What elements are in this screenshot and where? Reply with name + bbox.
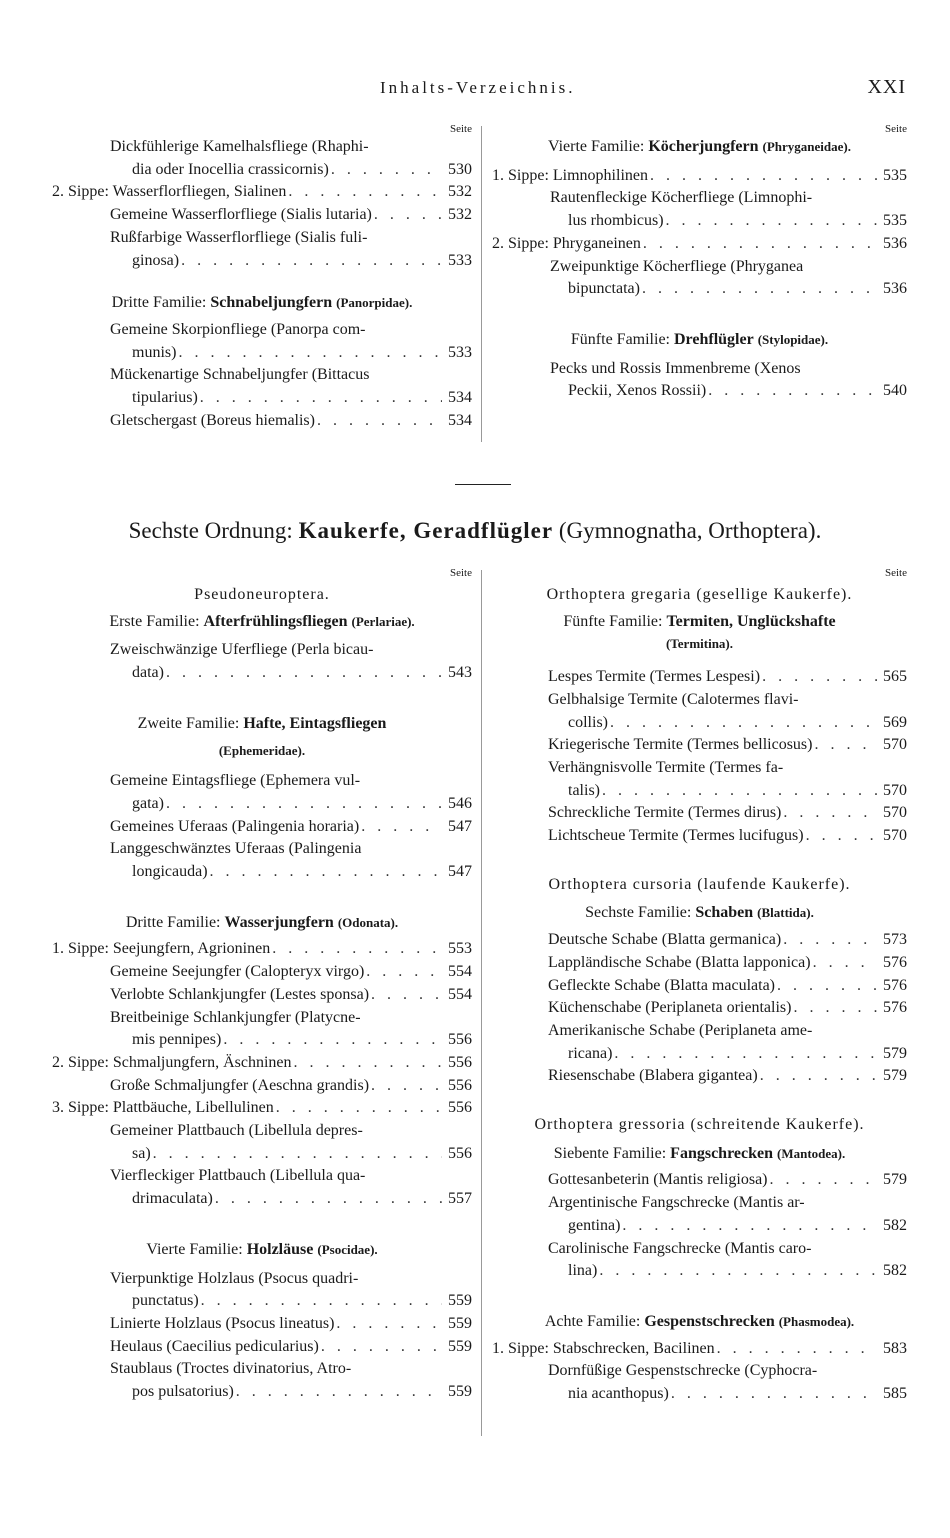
toc-entry: dia oder Inocellia crassicornis) . . . 530 <box>52 159 472 182</box>
toc-entry: Rautenfleckige Köcherfliege (Limnophi- <box>550 189 813 207</box>
toc-bottom-right-column <box>492 566 907 1406</box>
family-heading: Dritte Familie: Schnabeljungfern (Panorpidae). <box>111 294 413 312</box>
toc-entry: gentina) . . . 582 <box>492 1215 907 1238</box>
toc-entry: Schreckliche Termite (Termes dirus) . . . 570 <box>492 802 907 825</box>
group-heading: Pseudoneuroptera. <box>194 586 330 603</box>
section-separator <box>455 484 511 485</box>
toc-entry: Carolinische Fangschrecke (Mantis caro- <box>548 1239 812 1257</box>
seite-label: Seite <box>885 123 907 135</box>
running-head-title: Inhalts-Verzeichnis. <box>380 78 576 97</box>
toc-entry: Amerikanische Schabe (Periplaneta ame- <box>548 1021 813 1039</box>
toc-entry: Verhängnisvolle Termite (Termes fa- <box>548 758 784 776</box>
toc-entry: Zweipunktige Köcherfliege (Phryganea <box>550 257 804 275</box>
toc-entry: munis) . . . 533 <box>52 342 472 365</box>
family-heading: Erste Familie: Afterfrühlingsfliegen (Perlariae). <box>109 612 415 630</box>
seite-label: Seite <box>450 567 472 579</box>
seite-label: Seite <box>450 123 472 135</box>
toc-entry: Kriegerische Termite (Termes bellicosus) . . . 570 <box>492 734 907 757</box>
column-divider <box>481 126 482 442</box>
toc-top-left-column <box>52 122 472 432</box>
toc-entry: Lespes Termite (Termes Lespesi) . . . 565 <box>492 666 907 689</box>
family-heading: Fünfte Familie: Termiten, Unglückshafte <box>563 612 836 630</box>
toc-entry: Lichtscheue Termite (Termes lucifugus) . . . 570 <box>492 825 907 848</box>
toc-entry: ricana) . . . 579 <box>492 1043 907 1066</box>
family-heading: Achte Familie: Gespenstschrecken (Phasmodea). <box>544 1312 855 1330</box>
toc-entry: 1. Sippe: Limnophilinen . . . 535 <box>492 165 907 188</box>
toc-entry: Peckii, Xenos Rossii) . . . 540 <box>492 380 907 403</box>
toc-entry: pos pulsatorius) . . . 559 <box>52 1381 472 1404</box>
family-heading: Fünfte Familie: Drehflügler (Stylopidae). <box>570 330 829 348</box>
toc-entry: Argentinische Fangschrecke (Mantis ar- <box>548 1194 805 1212</box>
toc-entry: sa) . . . 556 <box>52 1143 472 1166</box>
family-heading: Siebente Familie: Fangschrecken (Mantodea). <box>553 1144 846 1162</box>
family-heading: Dritte Familie: Wasserjungfern (Odonata). <box>125 913 399 931</box>
toc-entry: gata) . . . 546 <box>52 793 472 816</box>
toc-top-right-column <box>492 122 907 403</box>
toc-entry: data) . . . 543 <box>52 662 472 685</box>
toc-entry: Langgeschwänztes Uferaas (Palingenia <box>110 840 362 858</box>
toc-entry: mis pennipes) . . . 556 <box>52 1029 472 1052</box>
toc-entry: nia acanthopus) . . . 585 <box>492 1383 907 1406</box>
family-heading: Vierte Familie: Köcherjungfern (Phryganeidae). <box>547 138 851 155</box>
toc-entry: collis) . . . 569 <box>492 712 907 735</box>
toc-entry: Mückenartige Schnabeljungfer (Bittacus <box>110 366 370 384</box>
toc-bottom-left-column <box>52 566 472 1404</box>
toc-entry: Große Schmaljungfer (Aeschna grandis) . . . 556 <box>52 1075 472 1098</box>
seite-label: Seite <box>885 567 907 579</box>
group-heading: Orthoptera cursoria (laufende Kaukerfe). <box>548 875 851 893</box>
column-divider <box>481 570 482 1436</box>
toc-entry: Vierfleckiger Plattbauch (Libellula qua- <box>110 1167 366 1185</box>
toc-entry: Gemeine Skorpionfliege (Panorpa com- <box>110 320 366 338</box>
toc-entry: 2. Sippe: Wasserflorfliegen, Sialinen . . . 532 <box>52 181 472 204</box>
family-heading: Vierte Familie: Holzläuse (Psocidae). <box>146 1240 378 1258</box>
toc-entry: drimaculata) . . . 557 <box>52 1188 472 1211</box>
toc-entry: Dornfüßige Gespenstschrecke (Cyphocra- <box>548 1362 818 1380</box>
toc-entry: Gottesanbeterin (Mantis religiosa) . . . 579 <box>492 1169 907 1192</box>
toc-entry: Vierpunktige Holzlaus (Psocus quadri- <box>110 1269 359 1287</box>
family-heading: Sechste Familie: Schaben (Blattida). <box>585 904 814 922</box>
family-latin: (Ephemeridae). <box>218 742 306 758</box>
toc-entry: ginosa) . . . 533 <box>52 250 472 273</box>
page-number: XXI <box>867 76 906 98</box>
toc-entry: lina) . . . 582 <box>492 1260 907 1283</box>
group-heading: Orthoptera gressoria (schreitende Kaukerfe). <box>534 1116 865 1134</box>
toc-entry: talis) . . . 570 <box>492 780 907 803</box>
toc-entry: Heulaus (Caecilius pedicularius) . . . 559 <box>52 1336 472 1359</box>
toc-entry: Zweischwänzige Uferfliege (Perla bicau- <box>110 641 374 659</box>
toc-entry: Küchenschabe (Periplaneta orientalis) . . . 576 <box>492 997 907 1020</box>
toc-entry: Gemeiner Plattbauch (Libellula depres- <box>110 1122 363 1140</box>
toc-entry: Gefleckte Schabe (Blatta maculata) . . . 576 <box>492 975 907 998</box>
toc-entry: 1. Sippe: Seejungfern, Agrioninen . . . 553 <box>52 938 472 961</box>
toc-entry: Dickfühlerige Kamelhalsfliege (Rhaphi- <box>110 138 369 155</box>
toc-entry: Gletschergast (Boreus hiemalis) . . . 534 <box>52 410 472 433</box>
toc-entry: Rußfarbige Wasserflorfliege (Sialis fuli- <box>110 228 368 246</box>
group-heading: Orthoptera gregaria (gesellige Kaukerfe). <box>546 586 853 603</box>
toc-entry: punctatus) . . . 559 <box>52 1290 472 1313</box>
order-heading: Sechste Ordnung: Kaukerfe, Geradflügler (Gymnognatha, Orthoptera). <box>128 518 822 543</box>
toc-entry: Breitbeinige Schlankjungfer (Platycne- <box>110 1008 361 1026</box>
toc-entry: Lappländische Schabe (Blatta lapponica) . . . 576 <box>492 952 907 975</box>
toc-entry: Verlobte Schlankjungfer (Lestes sponsa) . . . 554 <box>52 984 472 1007</box>
toc-entry: 3. Sippe: Plattbäuche, Libellulinen . . . 556 <box>52 1097 472 1120</box>
toc-entry: lus rhombicus) . . . 535 <box>492 210 907 233</box>
toc-entry: 2. Sippe: Schmaljungfern, Äschninen . . . 556 <box>52 1052 472 1075</box>
toc-entry: 2. Sippe: Phryganeinen . . . 536 <box>492 233 907 256</box>
toc-entry: Deutsche Schabe (Blatta germanica) . . . 573 <box>492 929 907 952</box>
toc-entry: Riesenschabe (Blabera gigantea) . . . 579 <box>492 1065 907 1088</box>
toc-entry: bipunctata) . . . 536 <box>492 278 907 301</box>
toc-entry: Gelbhalsige Termite (Calotermes flavi- <box>548 690 799 708</box>
toc-entry: Gemeine Eintagsfliege (Ephemera vul- <box>110 772 361 790</box>
toc-entry: Gemeine Seejungfer (Calopteryx virgo) . . . 554 <box>52 961 472 984</box>
toc-entry: Linierte Holzlaus (Psocus lineatus) . . . 559 <box>52 1313 472 1336</box>
family-latin: (Termitina). <box>665 636 734 652</box>
toc-entry: Gemeines Uferaas (Palingenia horaria) . . . 547 <box>52 816 472 839</box>
toc-entry: Staublaus (Troctes divinatorius, Atro- <box>110 1360 352 1378</box>
toc-entry: 1. Sippe: Stabschrecken, Bacilinen . . . 583 <box>492 1338 907 1361</box>
family-heading: Zweite Familie: Hafte, Eintagsfliegen <box>137 714 387 732</box>
toc-entry: Pecks und Rossis Immenbreme (Xenos <box>550 359 801 377</box>
toc-entry: longicauda) . . . 547 <box>52 861 472 884</box>
toc-entry: tipularius) . . . 534 <box>52 387 472 410</box>
toc-entry: Gemeine Wasserflorfliege (Sialis lutaria) . . . 532 <box>52 204 472 227</box>
